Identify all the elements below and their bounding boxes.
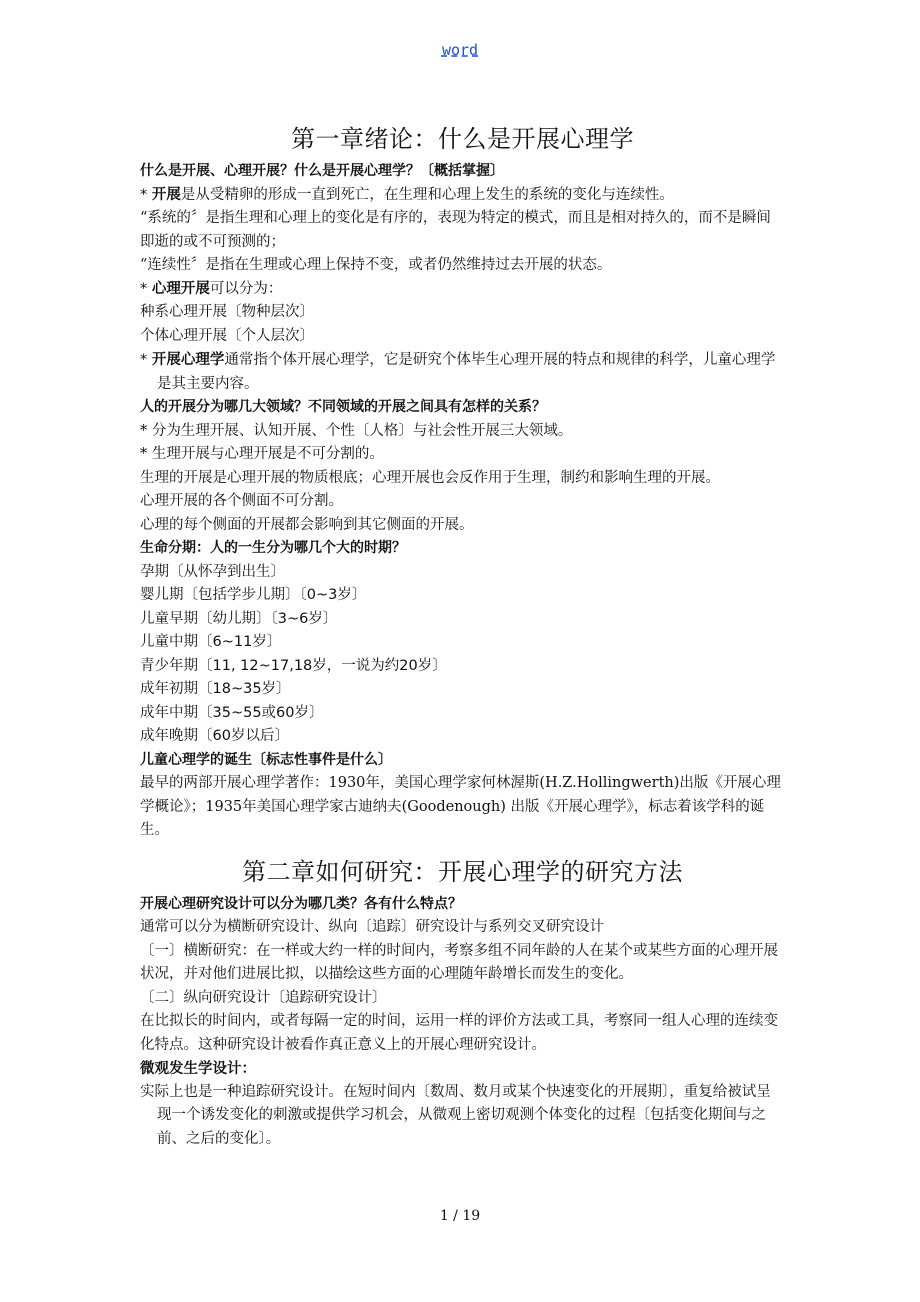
page-header (0, 40, 920, 59)
longitudinal-design-title: 〔二〕纵向研究设计〔追踪研究设计〕 (140, 989, 387, 1006)
term-development: 开展 (151, 186, 181, 203)
bullet-marker: * (140, 352, 152, 368)
species-development: 种系心理开展〔物种层次〕 (140, 304, 314, 320)
longitudinal-design: 在比拟长的时间内，或者每隔一定的时间，运用一样的评价方法或工具，考察同一组人心理的连续变化特点。这种研究设计被看作真正意义上的开展心理研究设计。 (140, 1013, 778, 1053)
chapter1-question-1: 什么是开展、心理开展？什么是开展心理学？〔概括掌握〕 (140, 163, 504, 179)
life-period-item: 儿童中期〔6~11岁〕 (140, 634, 282, 650)
definition-development (140, 184, 785, 208)
life-period-item: 孕期〔从怀孕到出生〕 (140, 563, 285, 580)
life-period-item: 成年中期〔35~55或60岁〕 (140, 704, 324, 721)
definition-systematic: “系统的〞是指生理和心理上的变化是有序的，表现为特定的模式，而且是相对持久的，而不是瞬间即逝的或不可预测的； (140, 210, 771, 250)
definition-mental-text: 可以分为： (209, 280, 283, 297)
bullet-marker: * (140, 186, 152, 203)
life-period-item: 成年晚期〔60岁以后〕 (140, 728, 289, 744)
definition-developmental-psychology (140, 348, 785, 396)
term-developmental-psychology: 开展心理学 (151, 351, 225, 368)
document-body (140, 118, 785, 1151)
development-inseparable: * 生理开展与心理开展是不可分割的。 (140, 446, 384, 462)
life-periods-list (140, 561, 785, 749)
chapter1-question-2: 人的开展分为哪几大领域？不同领域的开展之间具有怎样的关系？ (140, 399, 546, 415)
development-influence: 心理的每个侧面的开展都会影响到其它侧面的开展。 (140, 516, 474, 533)
chapter1-title: 第一章绪论：什么是开展心理学 (291, 125, 634, 153)
microgenetic-design: 实际上也是一种追踪研究设计。在短时间内〔数周、数月或某个快速变化的开展期〕，重复给被试呈现一个诱发变化的刺激或提供学习机会，从微观上密切观测个体变化的过程〔包括变化期间与之前、之后的变化〕。 (140, 1083, 771, 1147)
definition-development-text: 是从受精卵的形成一直到死亡，在生理和心理上发生的系统的变化与连续性。 (180, 186, 674, 203)
definition-mental-development (140, 278, 785, 302)
cross-sectional-design: 〔一〕横断研究：在一样或大约一样的时间内，考察多组不同年龄的人在某个或某些方面的心理开展状况，并对他们进展比拟，以描绘这些方面的心理随年龄增长而发生的变化。 (140, 942, 778, 982)
life-period-item: 青少年期〔11, 12~17,18岁，一说为约20岁〕 (140, 657, 447, 674)
birth-of-child-psychology: 最早的两部开展心理学著作：1930年，美国心理学家何林渥斯(H.Z.Hollingwerth)出版《开展心理学概论》；1935年美国心理学家古迪纳夫(Goodenough) 出版《开展心理学》，标志着该学科的诞生。 (140, 775, 781, 838)
definition-continuity: “连续性〞是指在生理或心理上保持不变，或者仍然维持过去开展的状态。 (140, 257, 612, 273)
research-design-types: 通常可以分为横断研究设计、纵向〔追踪〕研究设计与系列交叉研究设计 (140, 919, 604, 935)
chapter1-question-3: 生命分期：人的一生分为哪几个大的时期？ (140, 540, 406, 556)
life-period-item: 婴儿期〔包括学步儿期〕〔0~3岁〕 (140, 587, 367, 603)
chapter2-question-1: 开展心理研究设计可以分为哪几类？各有什么特点？ (140, 895, 462, 912)
development-aspects: 心理开展的各个侧面不可分割。 (140, 493, 343, 509)
header-word-link[interactable]: word (441, 41, 479, 59)
individual-development: 个体心理开展〔个人层次〕 (140, 327, 314, 344)
life-period-item: 儿童早期〔幼儿期〕〔3~6岁〕 (140, 610, 338, 627)
life-period-item: 成年初期〔18~35岁〕 (140, 681, 291, 697)
bullet-marker: * (140, 280, 152, 297)
chapter1-question-4: 儿童心理学的诞生〔标志性事件是什么〕 (140, 751, 392, 768)
definition-psychology-text: 通常指个体开展心理学，它是研究个体毕生心理开展的特点和规律的科学，儿童心理学是其主要内容。 (157, 352, 776, 392)
microgenetic-design-title: 微观发生学设计： (140, 1060, 256, 1077)
page-number: 1 / 19 (439, 1208, 481, 1224)
term-mental-development: 心理开展 (151, 280, 210, 297)
chapter2-title: 第二章如何研究：开展心理学的研究方法 (242, 857, 683, 886)
development-areas: * 分为生理开展、认知开展、个性〔人格〕与社会性开展三大领域。 (140, 422, 573, 439)
development-basis: 生理的开展是心理开展的物质根底；心理开展也会反作用于生理，制约和影响生理的开展。 (140, 469, 720, 486)
